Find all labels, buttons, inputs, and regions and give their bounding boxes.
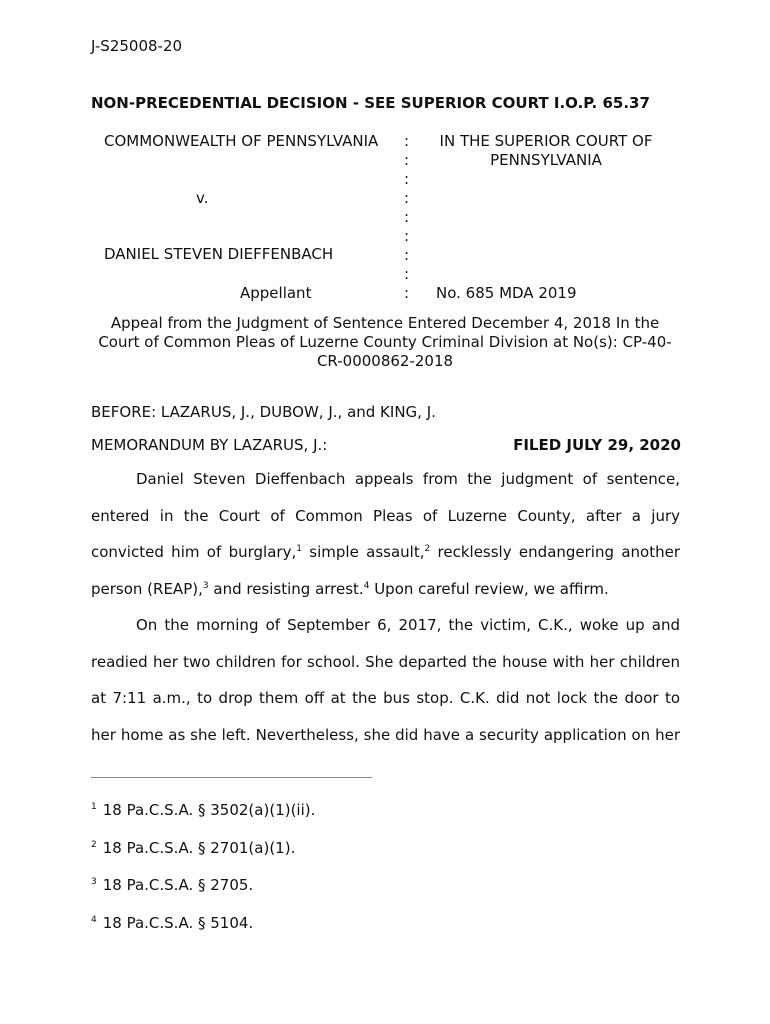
paragraph-line: her home as she left. Nevertheless, she did have a security application on her bbox=[91, 725, 680, 744]
footnote-ref[interactable]: 1 bbox=[296, 544, 302, 554]
footnote-mark: 1 bbox=[91, 802, 97, 812]
footnote-text: 18 Pa.C.S.A. § 2701(a)(1). bbox=[102, 839, 296, 857]
caption-appellant-label: Appellant bbox=[240, 284, 312, 302]
text-run: and resisting arrest. bbox=[208, 579, 364, 598]
footnote-separator bbox=[91, 777, 372, 778]
caption-versus: v. bbox=[196, 189, 209, 207]
footnote-text: 18 Pa.C.S.A. § 2705. bbox=[102, 876, 254, 894]
footnote-mark: 3 bbox=[91, 877, 97, 887]
footnote-text: 18 Pa.C.S.A. § 5104. bbox=[102, 914, 254, 932]
paragraph-line: On the morning of September 6, 2017, the victim, C.K., woke up and bbox=[136, 616, 680, 634]
caption-colon: : bbox=[404, 189, 410, 207]
paragraph-line: at 7:11 a.m., to drop them off at the bus stop. C.K. did not lock the door to bbox=[91, 689, 680, 707]
opinion-paragraph bbox=[91, 461, 680, 607]
footnote-text: 18 Pa.C.S.A. § 3502(a)(1)(ii). bbox=[102, 801, 316, 819]
footnote-ref[interactable]: 3 bbox=[202, 580, 209, 591]
appeal-information: Appeal from the Judgment of Sentence Entered December 4, 2018 In the Court of Common Pleas of Luzerne County Criminal Division at No(s): CP-40-CR-0000862-2018 bbox=[98, 314, 672, 370]
footnote-mark: 4 bbox=[91, 915, 97, 925]
text-run: person (REAP), bbox=[91, 579, 203, 598]
caption-colon: : bbox=[404, 151, 410, 169]
caption-colon: : bbox=[404, 265, 410, 283]
filed-date: FILED JULY 29, 2020 bbox=[513, 436, 681, 454]
text-run: Upon careful review, we affirm. bbox=[369, 579, 609, 598]
footnote bbox=[91, 914, 253, 932]
text-run: recklessly endangering another bbox=[430, 543, 680, 561]
non-precedential-notice: NON-PRECEDENTIAL DECISION - SEE SUPERIOR COURT I.O.P. 65.37 bbox=[91, 94, 650, 112]
paragraph-line: readied her two children for school. She departed the house with her children bbox=[91, 652, 680, 671]
caption-colon: : bbox=[404, 246, 410, 264]
opinion-paragraph bbox=[91, 607, 680, 753]
docket-number: J-S25008-20 bbox=[91, 37, 183, 55]
caption-party-commonwealth: COMMONWEALTH OF PENNSYLVANIA bbox=[104, 132, 379, 150]
caption-colon: : bbox=[404, 132, 410, 150]
caption-party-defendant: DANIEL STEVEN DIEFFENBACH bbox=[104, 245, 334, 263]
paragraph-line: entered in the Court of Common Pleas of Luzerne County, after a jury bbox=[91, 506, 680, 525]
memorandum-author: MEMORANDUM BY LAZARUS, J.: bbox=[91, 436, 328, 454]
paragraph-line bbox=[91, 534, 680, 571]
caption-colon: : bbox=[404, 284, 410, 302]
footnote-ref[interactable]: 4 bbox=[363, 580, 370, 591]
paragraph-line: Daniel Steven Dieffenbach appeals from the judgment of sentence, bbox=[136, 470, 680, 488]
caption-court-name: IN THE SUPERIOR COURT OF PENNSYLVANIA bbox=[439, 132, 653, 169]
footnote-ref[interactable]: 2 bbox=[424, 544, 431, 554]
footnote bbox=[91, 801, 315, 819]
text-run: simple assault, bbox=[301, 543, 425, 561]
caption-colon: : bbox=[404, 208, 410, 226]
footnote bbox=[91, 876, 253, 894]
text-run: convicted him of burglary, bbox=[91, 543, 297, 561]
caption-docket-number: No. 685 MDA 2019 bbox=[436, 284, 577, 302]
footnote bbox=[91, 839, 295, 857]
caption-colon: : bbox=[404, 170, 410, 188]
paragraph-line bbox=[91, 571, 680, 608]
footnote-mark: 2 bbox=[91, 840, 97, 850]
caption-colon: : bbox=[404, 227, 410, 245]
panel-before: BEFORE: LAZARUS, J., DUBOW, J., and KING, J. bbox=[91, 403, 436, 421]
